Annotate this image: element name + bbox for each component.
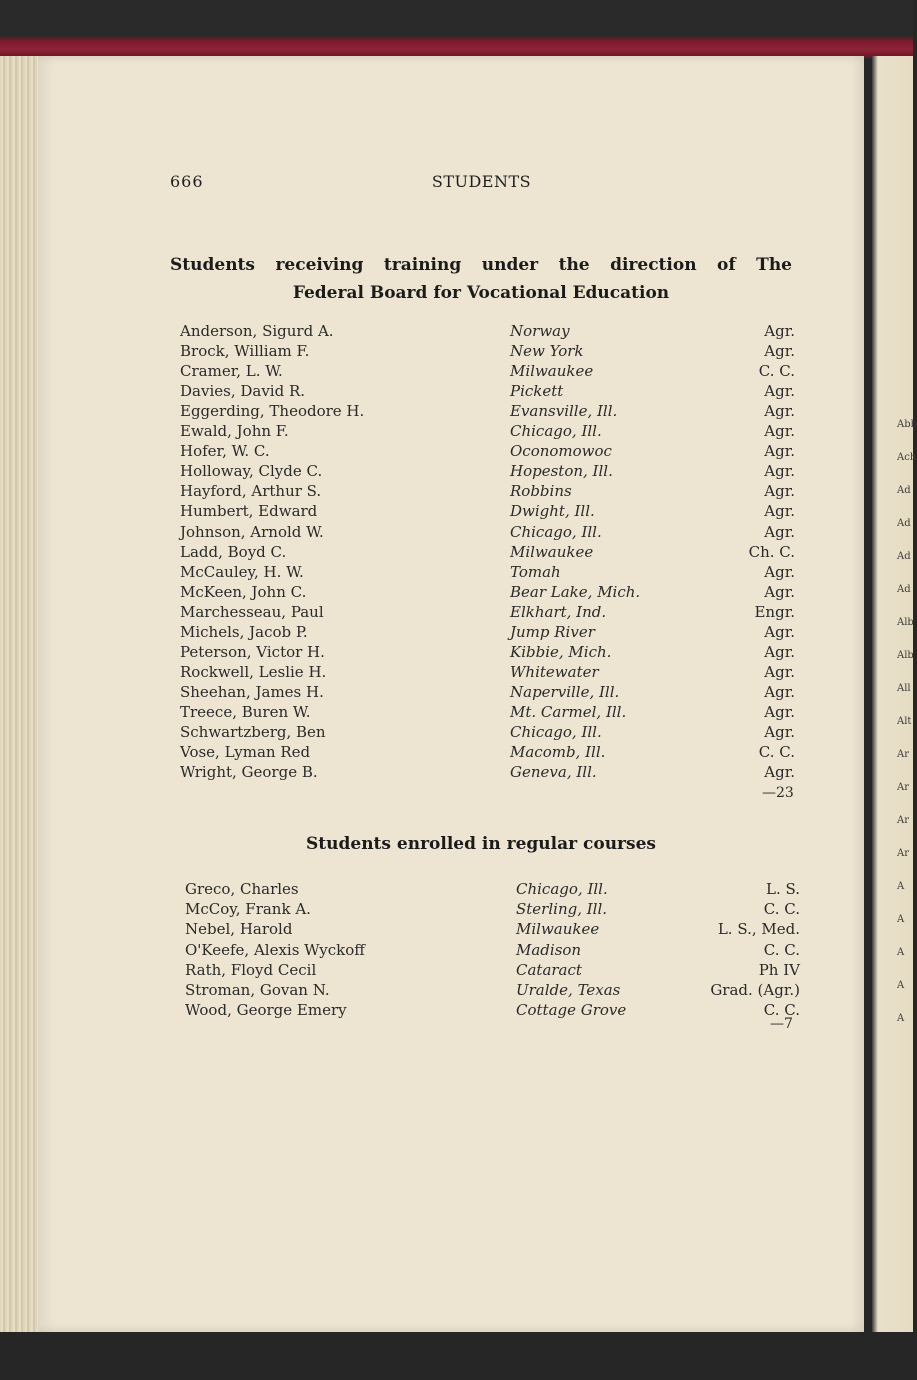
edge-letter: Ad [897,551,911,562]
student-name: Eggerding, Theodore H. [180,402,365,421]
student-course: Agr. [764,702,795,721]
list-item [0,462,913,482]
student-name: Sheehan, James H. [180,682,324,701]
student-name: Vose, Lyman Red [180,743,311,762]
edge-letter: Abb [897,419,917,430]
student-hometown: Milwaukee [510,362,594,381]
book-binding-top [0,0,913,58]
student-course: Agr. [764,482,795,501]
student-course: Ch. C. [748,542,795,561]
list-item [0,900,913,920]
edge-letter: A [897,947,905,958]
list-item [0,961,913,981]
edge-letter: Ad [897,485,911,496]
student-name: Davies, David R. [180,382,306,401]
student-name: McCauley, H. W. [180,562,304,581]
student-course: Agr. [764,723,795,741]
list-item [0,880,913,900]
edge-letter: Alb [897,650,914,661]
student-course: Agr. [764,763,795,782]
student-course: Agr. [764,582,795,601]
student-course: Agr. [764,682,795,701]
student-name: Treece, Buren W. [180,702,311,721]
running-head: STUDENTS [431,172,532,191]
scan-bottom-band [0,1332,913,1380]
student-hometown: Tomah [510,562,561,581]
list-item [0,543,913,563]
student-hometown: Evansville, Ill. [510,402,618,421]
list-item [0,981,913,1001]
list-item [0,941,913,961]
student-name: Holloway, Clyde C. [180,462,323,481]
student-name: Wood, George Emery [185,1001,347,1020]
edge-letter: Ach [897,452,917,463]
student-course: Engr. [754,602,795,621]
student-hometown: Cottage Grove [516,1001,627,1020]
student-hometown: Norway [510,322,570,340]
page-number: 666 [170,172,204,191]
list-item [0,703,913,723]
list-item [0,442,913,462]
student-name: Cramer, L. W. [180,362,283,381]
student-name: Peterson, Victor H. [180,642,325,661]
student-name: Michels, Jacob P. [180,622,308,641]
student-course: Agr. [764,522,795,541]
list-item [0,362,913,382]
edge-letter: Ar [897,848,910,859]
student-name: Hayford, Arthur S. [180,482,322,501]
student-course: L. S. [765,880,800,898]
student-course: Agr. [764,502,795,521]
student-hometown: Hopeston, Ill. [510,462,613,481]
student-course: Agr. [764,462,795,481]
edge-letter: A [897,914,905,925]
student-hometown: Mt. Carmel, Ill. [510,702,627,721]
list-item [0,482,913,502]
student-course: C. C. [763,900,800,919]
student-name: McCoy, Frank A. [185,900,311,919]
edge-letter: All [897,683,911,694]
list-item [0,322,913,342]
student-course: L. S., Med. [717,920,800,939]
student-name: Greco, Charles [185,880,299,898]
edge-letter: A [897,1013,905,1024]
edge-letter: Ar [897,782,910,793]
student-name: Humbert, Edward [180,502,318,521]
student-course: Agr. [764,662,795,681]
student-course: Agr. [764,442,795,461]
list-item [0,523,913,543]
student-hometown: Macomb, Ill. [510,743,606,762]
section1-heading-line2: Federal Board for Vocational Education [292,283,670,303]
student-course: C. C. [758,743,795,762]
list-item [0,763,913,783]
student-course: Grad. (Agr.) [710,981,800,999]
student-hometown: Milwaukee [510,542,594,561]
edge-letter: Ar [897,815,910,826]
edge-letter: Ad [897,518,911,529]
student-course: Agr. [764,562,795,581]
page-header [0,172,913,192]
list-item [0,342,913,362]
list-item [0,583,913,603]
student-name: O'Keefe, Alexis Wyckoff [185,940,365,959]
edge-letter: A [897,980,905,991]
student-name: Anderson, Sigurd A. [180,322,334,340]
section2-heading: Students enrolled in regular courses [306,834,656,854]
list-item [0,683,913,703]
student-hometown: Chicago, Ill. [510,522,602,541]
list-item [0,663,913,683]
student-name: Rath, Floyd Cecil [185,960,317,979]
student-name: Nebel, Harold [185,920,293,939]
section1-heading-line1: Students receiving training under the direction of The [170,255,792,275]
student-name: Schwartzberg, Ben [180,723,326,741]
student-hometown: Uralde, Texas [516,981,621,999]
student-course: C. C. [763,1001,800,1020]
section2-total: —7 [770,1016,793,1032]
student-name: Ladd, Boyd C. [180,542,287,561]
edge-letter: Alt [897,716,912,727]
student-hometown: Oconomowoc [510,442,612,461]
section1-total: —23 [762,785,794,801]
edge-letter: A [897,881,905,892]
student-name: Ewald, John F. [180,422,289,441]
student-name: Johnson, Arnold W. [180,522,324,541]
student-course: Agr. [764,622,795,641]
student-hometown: Milwaukee [516,920,600,939]
student-name: Hofer, W. C. [180,442,270,461]
list-item [0,382,913,402]
student-course: Agr. [764,322,795,340]
student-hometown: Kibbie, Mich. [510,642,612,661]
edge-letter: Alb [897,617,914,628]
student-course: Agr. [764,642,795,661]
student-hometown: Madison [516,940,582,959]
student-course: Agr. [764,422,795,441]
student-course: C. C. [763,940,800,959]
list-item [0,402,913,422]
list-item [0,502,913,522]
student-name: Wright, George B. [180,763,318,782]
student-course: Agr. [764,382,795,401]
student-hometown: Cataract [516,960,582,979]
student-hometown: Chicago, Ill. [516,880,608,898]
list-item [0,422,913,442]
student-hometown: Bear Lake, Mich. [510,582,641,601]
edge-letter: Ar [897,749,910,760]
student-name: Brock, William F. [180,342,310,361]
list-item [0,623,913,643]
student-hometown: Geneva, Ill. [510,763,597,782]
student-hometown: Sterling, Ill. [516,900,608,919]
edge-letter: Ad [897,584,911,595]
student-name: McKeen, John C. [180,582,307,601]
student-hometown: Pickett [510,382,564,401]
student-course: C. C. [758,362,795,381]
student-hometown: Chicago, Ill. [510,422,602,441]
list-item [0,723,913,743]
student-hometown: Chicago, Ill. [510,723,602,741]
student-hometown: Naperville, Ill. [510,682,620,701]
list-item [0,743,913,763]
student-name: Stroman, Govan N. [185,981,330,999]
list-item [0,920,913,940]
student-hometown: Jump River [510,622,595,641]
student-course: Agr. [764,342,795,361]
student-hometown: Elkhart, Ind. [510,602,607,621]
student-course: Agr. [764,402,795,421]
student-hometown: New York [510,342,584,361]
list-item [0,603,913,623]
student-hometown: Robbins [510,482,572,501]
list-item [0,563,913,583]
list-item [0,643,913,663]
student-name: Marchesseau, Paul [180,602,324,621]
student-name: Rockwell, Leslie H. [180,662,327,681]
student-hometown: Whitewater [510,662,599,681]
student-course: Ph IV [758,960,800,979]
student-hometown: Dwight, Ill. [510,502,595,521]
